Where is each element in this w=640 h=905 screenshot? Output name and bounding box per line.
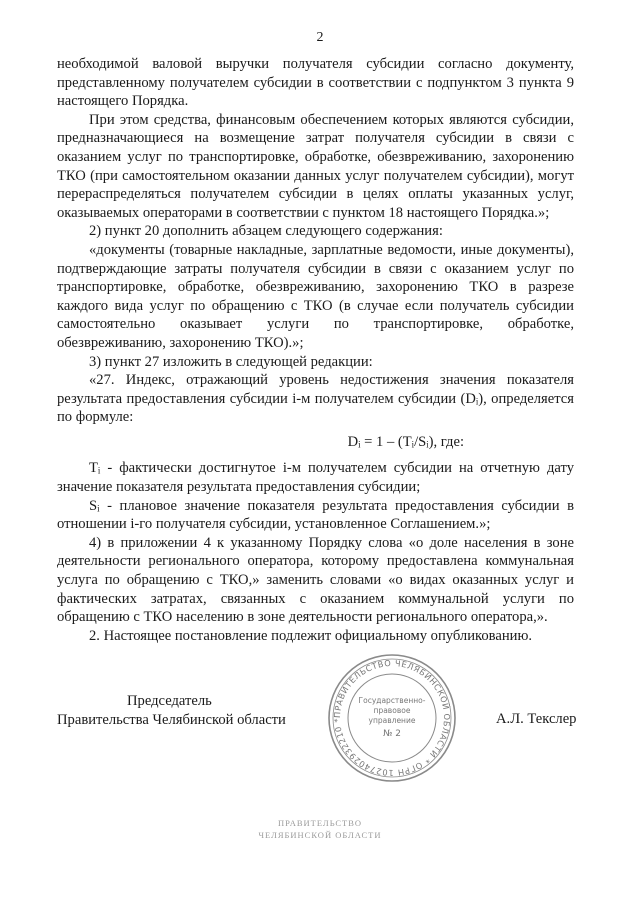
paragraph: «документы (товарные накладные, зарплатные ведомости, иные документы), подтверждающие затраты получателя субсидии в связи с оказанием услуг по транспортировке, обработке, обезвреживанию, захоронению ТКО в разрезе каждого вида услуг по обращению с ТКО (в случае если получатель субсидии самостоятельно оказывает услуги по транспортировке, обработке, обезвреживанию, захоронению ТКО).»;: [57, 241, 574, 351]
signatory-title-line2: Правительства Челябинской области: [57, 712, 286, 728]
registration-stamp: [0, 817, 640, 841]
seal-inner-line3: управление: [368, 716, 416, 725]
seal-inner-line1: Государственно-: [358, 696, 426, 705]
signatory-title-line1: Председатель: [127, 693, 212, 709]
formula: Dᵢ = 1 – (Tᵢ/Sᵢ), где:: [347, 433, 464, 450]
paragraph: 2. Настоящее постановление подлежит официальному опубликованию.: [89, 627, 533, 644]
stamp-line1: ПРАВИТЕЛЬСТВО: [277, 818, 363, 828]
signatory-name: А.Л. Текслер: [496, 711, 577, 727]
paragraph: При этом средства, финансовым обеспечением которых являются субсидии, предназначающиеся на возмещение затрат получателя субсидии в связи с оказанием услуг по транспортировке, обработке, обезвреживанию, захоронению ТКО (при самостоятельном оказании данных услуг получателем субсидии), могут перераспределяться получателем субсидии в целях оплаты указанных услуг, оказываемых операторами в соответствии с пунктом 18 настоящего Порядка.»;: [57, 111, 574, 221]
signatory-title: [57, 692, 286, 730]
paragraph: «27. Индекс, отражающий уровень недостижения значения показателя результата предоставления субсидии i-м получателем субсидии (Dᵢ), определяется по формуле:: [57, 372, 574, 426]
official-seal: [327, 653, 457, 783]
seal-inner-line4: № 2: [383, 729, 401, 739]
paragraph: 2) пункт 20 дополнить абзацем следующего содержания:: [89, 223, 443, 240]
document-body: [57, 55, 574, 645]
stamp-line2: ЧЕЛЯБИНСКОЙ ОБЛАСТИ: [258, 830, 382, 840]
paragraph: Tᵢ - фактически достигнутое i-м получателем субсидии на отчетную дату значение показателя результата предоставления субсидии;: [57, 460, 574, 496]
page-number: 2: [316, 30, 324, 45]
paragraph: Sᵢ - плановое значение показателя результата предоставления субсидии в отношении i-го получателя субсидии, установленное Соглашением.»;: [57, 497, 574, 533]
paragraph: 3) пункт 27 изложить в следующей редакции:: [89, 353, 373, 370]
paragraph: 4) в приложении 4 к указанному Порядку слова «о доле населения в зоне деятельности регионального оператора, которому предоставлена коммунальная услуга по обращению с ТКО,» заменить словами «о видах оказанных услуг и фактических затратах, связанных с оказанием коммунальной услуги по обращению с ТКО населению в зоне деятельности регионального оператора,».: [57, 534, 574, 626]
seal-inner-line2: правовое: [373, 706, 411, 715]
seal-outer-text: ПРАВИТЕЛЬСТВО ЧЕЛЯБИНСКОЙ ОБЛАСТИ * ОГРН 1027402932210 *: [331, 657, 453, 779]
paragraph: необходимой валовой выручки получателя субсидии согласно документу, представленному получателем субсидии в соответствии с подпунктом 3 пункта 9 настоящего Порядка.: [57, 56, 574, 110]
